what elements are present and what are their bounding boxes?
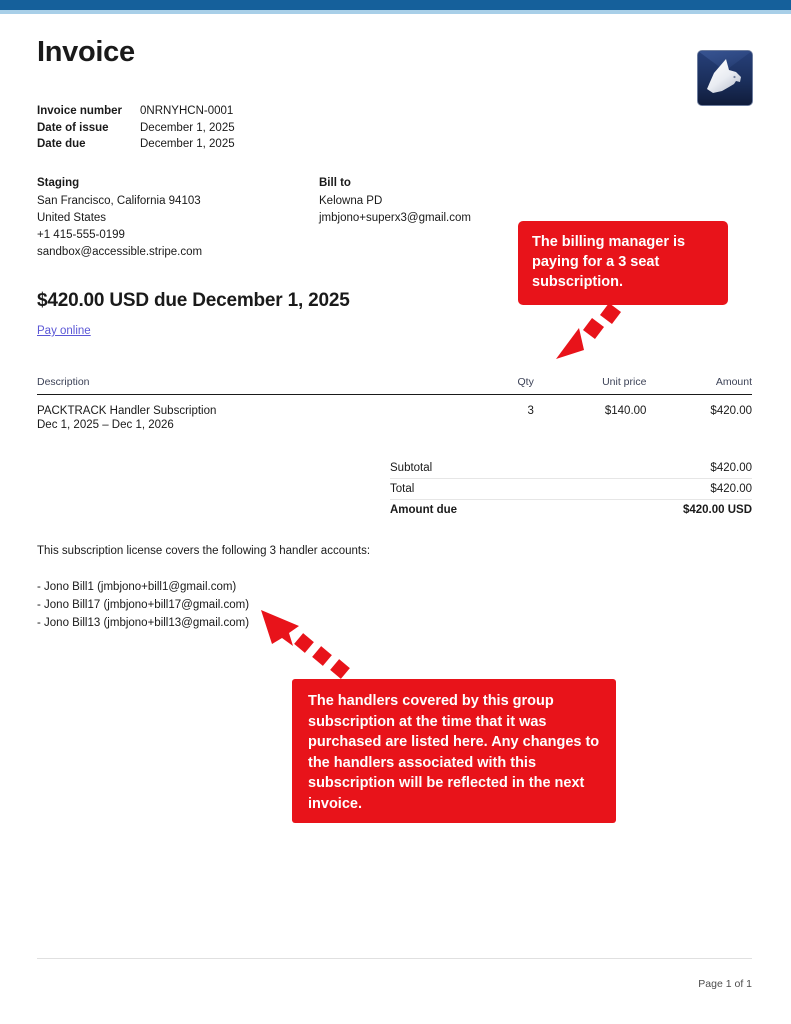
- totals-label-amount-due: Amount due: [390, 504, 458, 516]
- page-title: Invoice: [37, 36, 135, 68]
- amount-due-heading: $420.00 USD due December 1, 2025: [37, 290, 350, 311]
- invoice-document: [0, 14, 791, 1024]
- line-item-amount: $420.00: [710, 405, 752, 417]
- line-item-unit-price: $140.00: [604, 405, 647, 417]
- dog-head-logo-icon: [697, 50, 753, 106]
- seller-address-line-2: United States: [37, 212, 107, 224]
- list-item: - Jono Bill13 (jmbjono+bill13@gmail.com): [37, 617, 250, 629]
- seller-phone: +1 415-555-0199: [37, 229, 125, 241]
- page-number: Page 1 of 1: [698, 978, 752, 990]
- totals-label-total: Total: [390, 483, 415, 495]
- column-header-description: Description: [37, 376, 492, 395]
- column-header-unit-price: Unit price: [534, 376, 647, 395]
- browser-top-bar: [0, 0, 791, 10]
- totals-label-subtotal: Subtotal: [390, 462, 433, 474]
- seller-address: [37, 175, 319, 261]
- seller-name: Staging: [37, 177, 80, 189]
- annotation-callout-seats: The billing manager is paying for a 3 seat subscription.: [518, 221, 728, 305]
- invoice-meta-table: [37, 103, 235, 153]
- bill-to-heading: Bill to: [319, 177, 351, 189]
- bill-to-name: Kelowna PD: [319, 195, 383, 207]
- totals-row-total: [390, 479, 752, 500]
- footer-divider: [37, 958, 752, 959]
- totals-value-amount-due: $420.00 USD: [682, 504, 752, 516]
- line-item-period: Dec 1, 2025 – Dec 1, 2026: [37, 419, 174, 431]
- totals-value-total: $420.00: [710, 483, 752, 495]
- column-header-qty: Qty: [492, 376, 533, 395]
- meta-label-date-due: Date due: [37, 138, 86, 150]
- meta-row-date-of-issue: [37, 120, 235, 137]
- annotation-arrow-to-qty-icon: [550, 303, 626, 367]
- line-item-name: PACKTRACK Handler Subscription: [37, 405, 217, 417]
- totals-value-subtotal: $420.00: [710, 462, 752, 474]
- meta-row-date-due: [37, 136, 235, 153]
- meta-label-invoice-number: Invoice number: [37, 105, 122, 117]
- annotation-callout-handlers: The handlers covered by this group subscription at the time that it was purchased are listed here. Any changes to the handlers associated with this subscription will be reflected in the next invoice.: [292, 679, 616, 823]
- totals-table: [390, 458, 752, 520]
- meta-label-date-of-issue: Date of issue: [37, 121, 109, 134]
- pay-online-link[interactable]: Pay online: [37, 325, 91, 337]
- line-item-qty: 3: [527, 405, 534, 417]
- list-item: - Jono Bill1 (jmbjono+bill1@gmail.com): [37, 581, 237, 593]
- line-items-header-row: [37, 376, 752, 395]
- meta-value-date-due: December 1, 2025: [140, 138, 235, 150]
- meta-value-invoice-number: 0NRNYHCN-0001: [140, 105, 234, 117]
- line-items-table: [37, 376, 752, 431]
- table-row: [37, 395, 752, 432]
- totals-row-amount-due: [390, 500, 752, 521]
- annotation-arrow-to-handlers-icon: [253, 600, 357, 684]
- line-item-description-cell: [37, 395, 492, 432]
- column-header-amount: Amount: [646, 376, 752, 395]
- meta-value-date-of-issue: December 1, 2025: [140, 121, 235, 134]
- notes-intro: This subscription license covers the following 3 handler accounts:: [37, 545, 371, 557]
- seller-email: sandbox@accessible.stripe.com: [37, 246, 203, 258]
- list-item: - Jono Bill17 (jmbjono+bill17@gmail.com): [37, 599, 250, 611]
- seller-address-line-1: San Francisco, California 94103: [37, 195, 201, 207]
- totals-row-subtotal: [390, 458, 752, 479]
- meta-row-invoice-number: [37, 103, 235, 120]
- invoice-meta-block: [37, 103, 235, 153]
- bill-to-address: [319, 175, 619, 227]
- bill-to-email: jmbjono+superx3@gmail.com: [319, 212, 471, 224]
